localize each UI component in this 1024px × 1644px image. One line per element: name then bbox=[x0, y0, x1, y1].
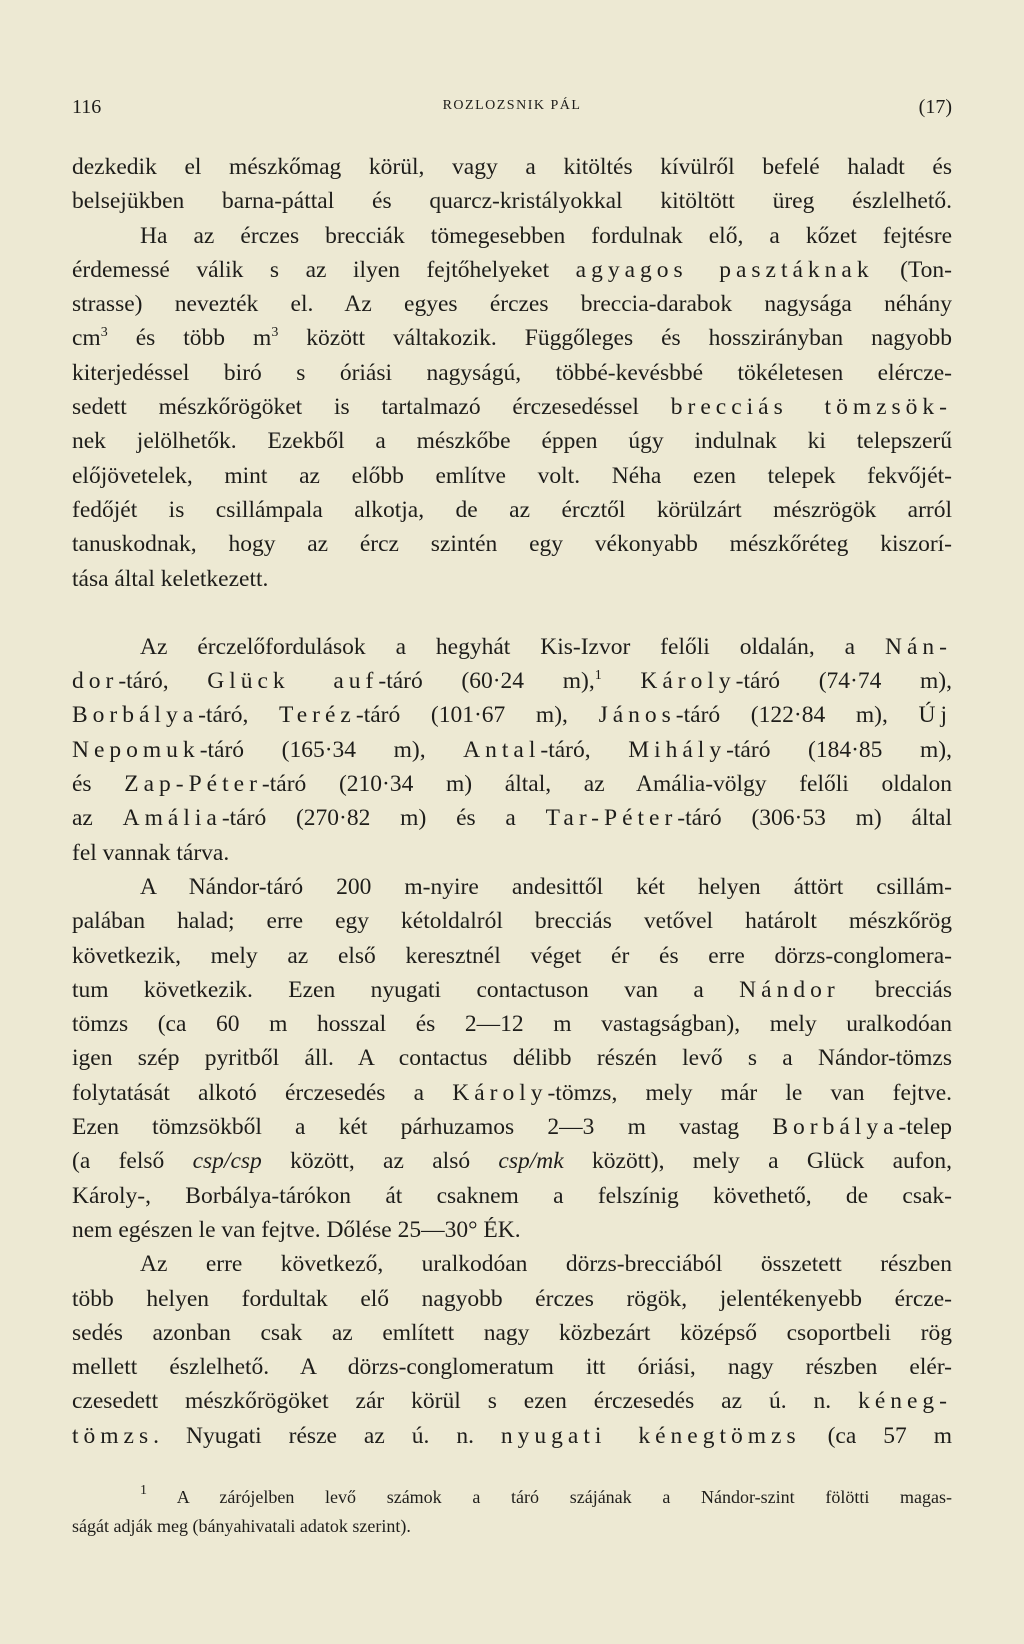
text-line: Borbálya-táró, Teréz-táró (101·67 m), János-táró (122·84 m), Új bbox=[72, 702, 952, 729]
text-line: nek jelölhetők. Ezekből a mészkőbe éppen úgy indulnak ki telepszerű bbox=[72, 428, 952, 455]
spaced-term: Glück auf bbox=[207, 668, 379, 695]
text-line: kiterjedéssel biró s óriási nagyságú, többé-kevésbbé tökéletesen elércze- bbox=[72, 359, 952, 386]
text-line: (a felső csp/csp között, az alsó csp/mk között), mely a Glück aufon, bbox=[72, 1148, 952, 1175]
spaced-term: Károly bbox=[640, 668, 736, 695]
text-line: tömzs (ca 60 m hosszal és 2—12 m vastagságban), mely uralkodóan bbox=[72, 1011, 952, 1038]
text-line: Ha az érczes brecciák tömegesebben fordulnak elő, a kőzet fejtésre bbox=[140, 222, 952, 249]
spaced-term: agyagos pasztáknak bbox=[575, 256, 874, 283]
footnote-line: $^1$ A zárójelben levő számok a táró szájának a Nándor-szint fölötti magas- bbox=[140, 1483, 952, 1507]
text-line: Károly-, Borbálya-tárókon át csaknem a felszínig követhető, de csak- bbox=[72, 1182, 952, 1209]
text-line: A Nándor-táró 200 m-nyire andesittől két helyen áttört csillám- bbox=[140, 873, 952, 900]
page-number: 116 bbox=[72, 96, 102, 118]
text-line: folytatását alkotó érczesedés a Károly-tömzs, mely már le van fejtve. bbox=[72, 1079, 952, 1106]
text-line: tum következik. Ezen nyugati contactuson van a Nándor brecciás bbox=[72, 976, 952, 1003]
text-line: előjövetelek, mint az előbb említve volt. Néha ezen telepek fekvőjét- bbox=[72, 462, 952, 489]
text-line: fedőjét is csillámpala alkotja, de az ércztől körülzárt mészrögök arról bbox=[72, 496, 952, 523]
text-line: fel vannak tárva. bbox=[72, 839, 230, 866]
text-line: dezkedik el mészkőmag körül, vagy a kitöltés kívülről befelé haladt és bbox=[72, 154, 952, 180]
footnote-marker: 1 bbox=[140, 1483, 147, 1498]
page-header bbox=[72, 96, 952, 124]
text-line: sedés azonban csak az említett nagy közbezárt középső csoportbeli rög bbox=[72, 1319, 952, 1346]
footnotes bbox=[72, 1483, 952, 1541]
text-line: strasse) nevezték el. Az egyes érczes breccia-darabok nagysága néhány bbox=[72, 291, 952, 318]
footnote-line: ságát adják meg (bányahivatali adatok szerint). bbox=[72, 1516, 411, 1536]
text-line: mellett észlelhető. A dörzs-conglomeratum itt óriási, nagy részben elér- bbox=[72, 1354, 952, 1381]
text-line: czesedett mészkőrögöket zár körül s ezen érczesedés az ú. n. kéneg- bbox=[72, 1388, 952, 1415]
text-line: Az érczelőfordulások a hegyhát Kis-Izvor felőli oldalán, a Nán- bbox=[140, 633, 952, 660]
text-line: Nepomuk-táró (165·34 m), Antal-táró, Mihály-táró (184·85 m), bbox=[72, 736, 952, 763]
text-line: dor-táró, Glück auf-táró (60·24 m),$^1$ Károly-táró (74·74 m), bbox=[72, 668, 953, 695]
text-line: belsejükben barna-páttal és quarcz-kristályokkal kitöltött üreg észlelhető. bbox=[72, 188, 952, 215]
text-line: $cm^3$ és több $m^3$ között váltakozik. Függőleges és hosszirányban nagyobb bbox=[72, 325, 952, 352]
text-line: és Zap-Péter-táró (210·34 m) által, az Amália-völgy felőli oldalon bbox=[72, 771, 952, 798]
text-line: nem egészen le van fejtve. Dőlése 25—30° ÉK. bbox=[72, 1216, 521, 1243]
paragraph-gap bbox=[72, 596, 952, 630]
body-text bbox=[72, 150, 952, 1453]
text-line: több helyen fordultak elő nagyobb érczes rögök, jelentékenyebb ércze- bbox=[72, 1285, 952, 1312]
text-line: tanuskodnak, hogy az ércz szintén egy vékonyabb mészkőréteg kiszorí- bbox=[72, 531, 952, 558]
text-line: az Amália-táró (270·82 m) és a Tar-Péter-táró (306·53 m) által bbox=[72, 805, 952, 832]
text-line: következik, mely az első keresztnél véget ér és erre dörzs-conglomera- bbox=[72, 942, 952, 969]
text-line: tömzs. Nyugati része az ú. n. nyugati kénegtömzs (ca 57 m bbox=[72, 1422, 952, 1449]
text-line: Ezen tömzsökből a két párhuzamos 2—3 m vastag Borbálya-telep bbox=[72, 1114, 952, 1141]
text-line: palában halad; erre egy kétoldalról brecciás vetővel határolt mészkőrög bbox=[72, 908, 952, 935]
spaced-term: brecciás tömzsök- bbox=[670, 394, 952, 421]
text-line: érdemessé válik s az ilyen fejtőhelyeket agyagos pasztáknak (Ton- bbox=[72, 256, 952, 283]
running-head: ROZLOZSNIK PÁL bbox=[442, 98, 582, 113]
spaced-term: Nán- bbox=[885, 633, 952, 660]
text-line: tása által keletkezett. bbox=[72, 565, 269, 592]
text-line: sedett mészkőrögöket is tartalmazó érczesedéssel brecciás tömzsök- bbox=[72, 394, 952, 421]
text-line: Az erre következő, uralkodóan dörzs-brecciából összetett részben bbox=[140, 1251, 952, 1278]
section-number: (17) bbox=[918, 96, 952, 118]
text-line: igen szép pyritből áll. A contactus délibb részén levő s a Nándor-tömzs bbox=[72, 1045, 952, 1072]
